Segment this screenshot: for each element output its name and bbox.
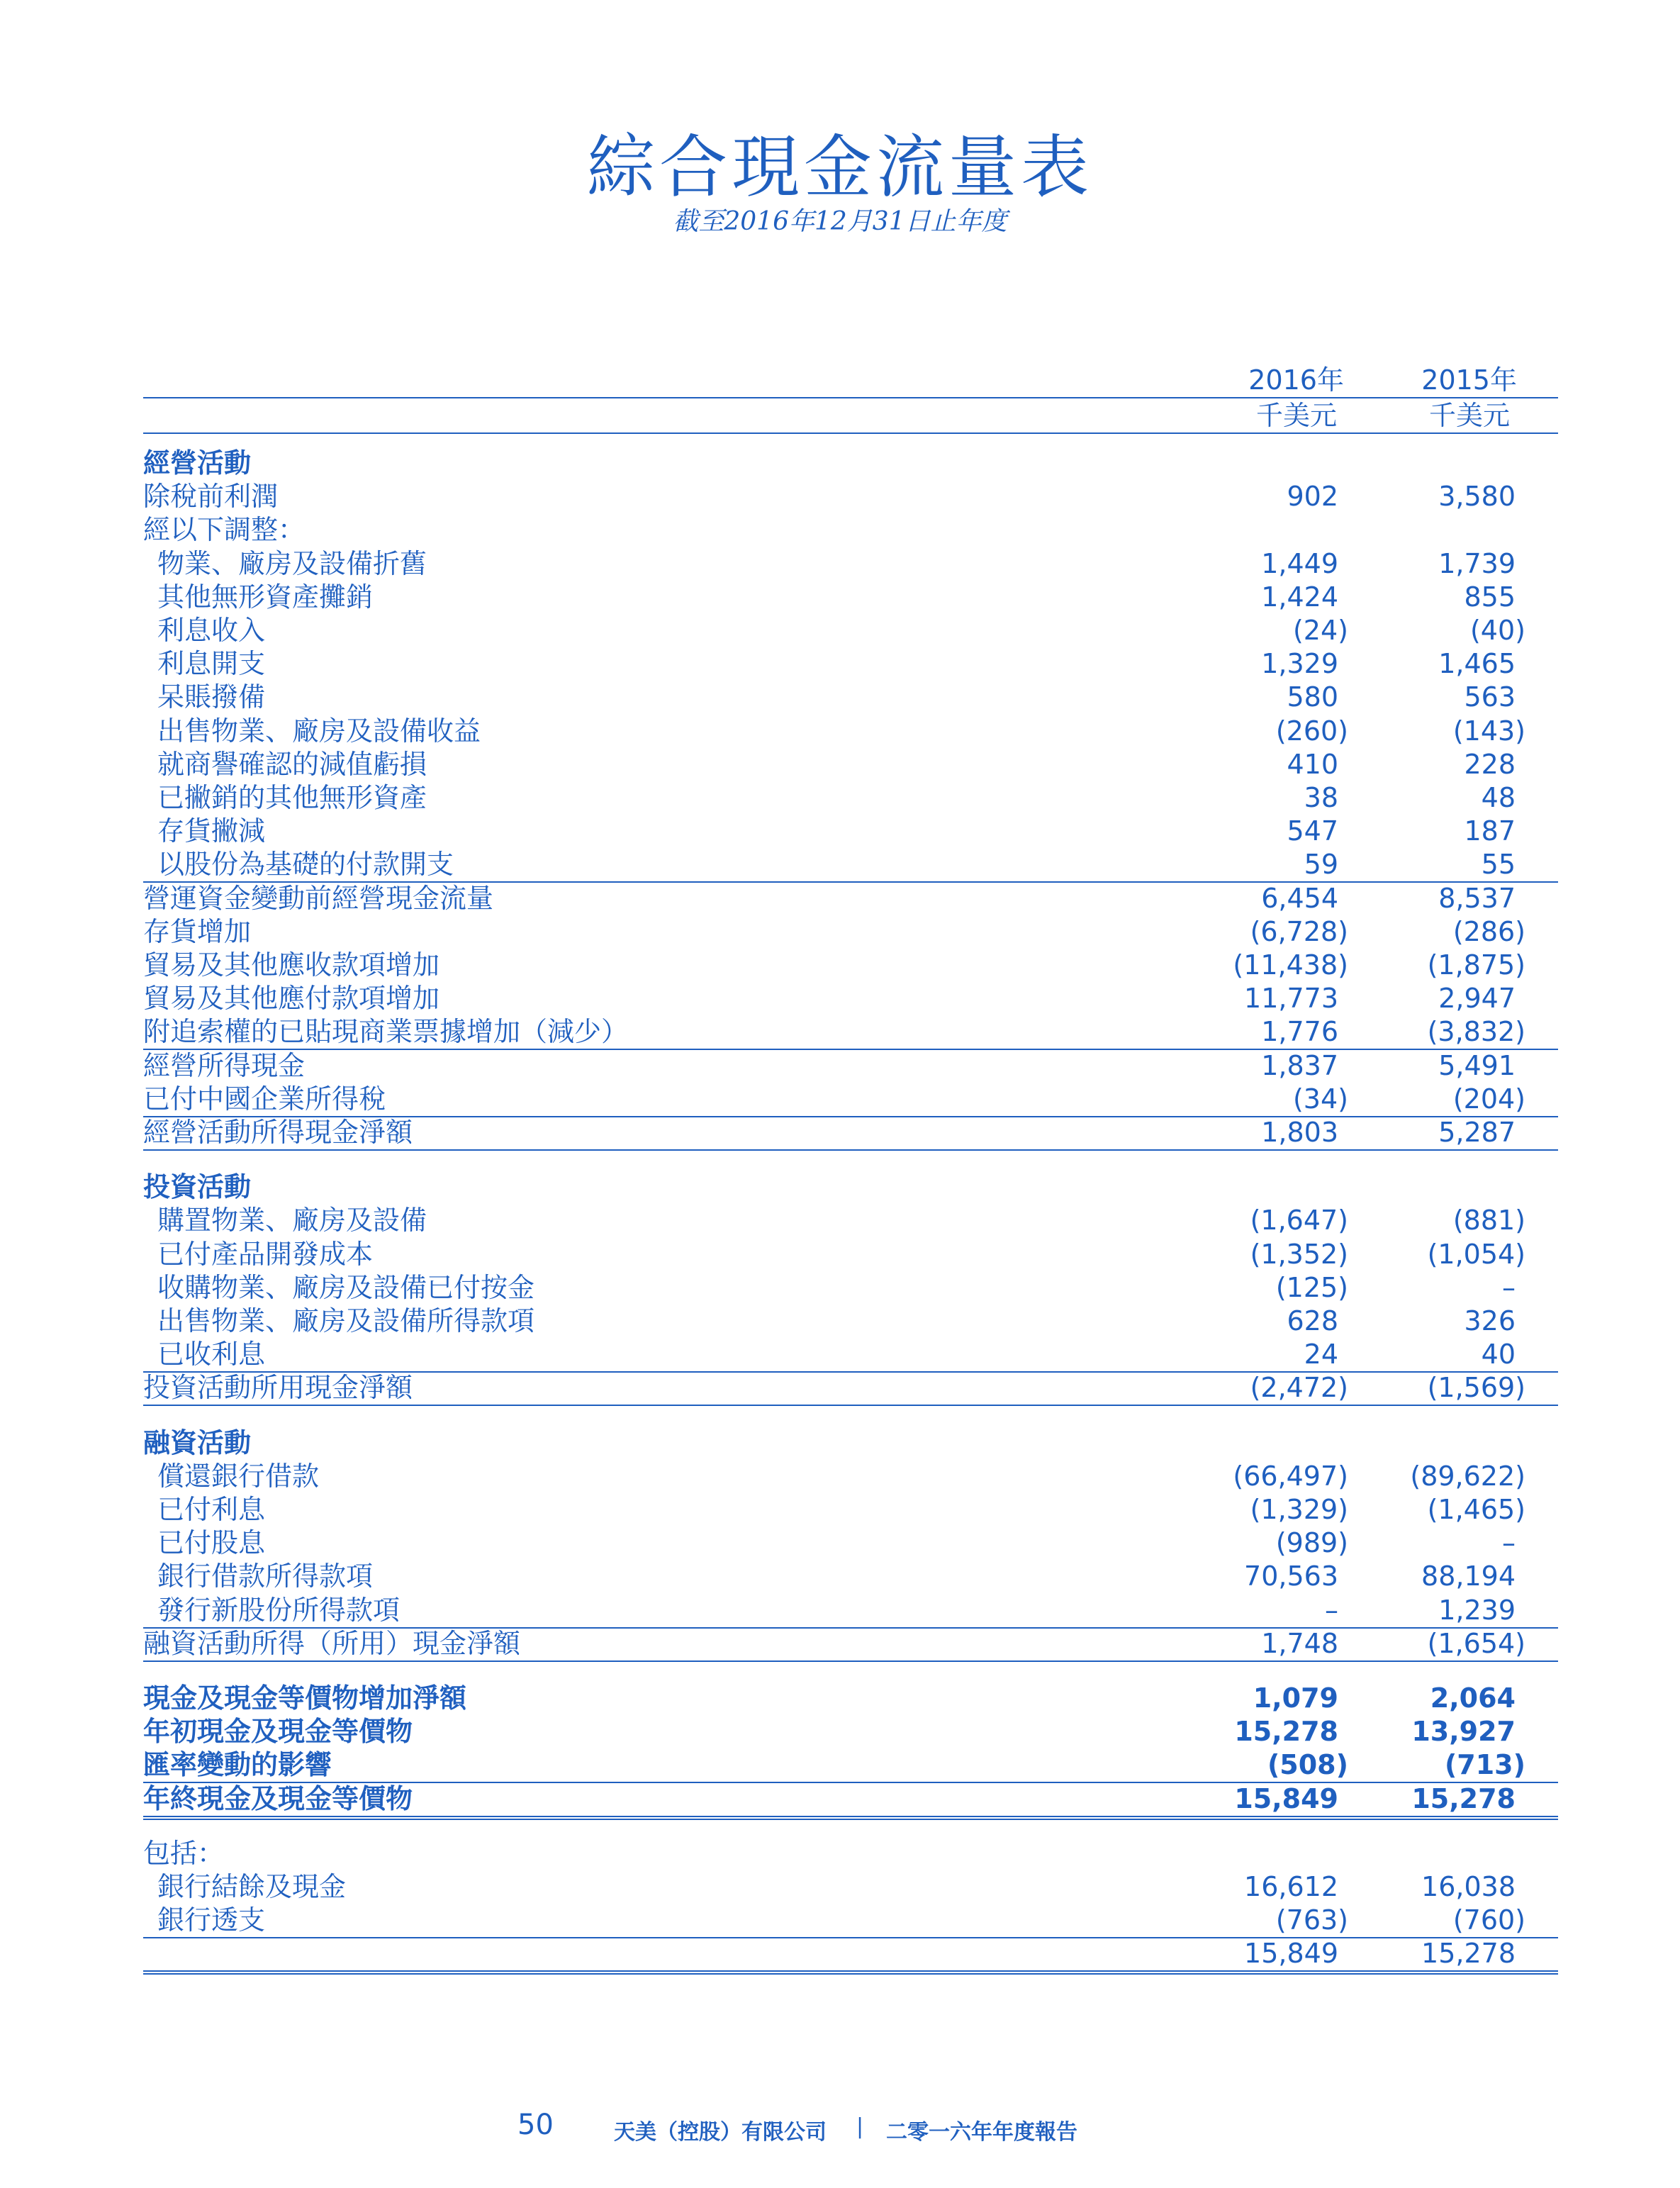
- row-label: 除稅前利潤: [143, 481, 279, 513]
- row-label: 出售物業、廠房及設備所得款項: [157, 1305, 535, 1336]
- value-2015: 40: [1481, 1339, 1516, 1371]
- value-2015: 48: [1481, 782, 1516, 813]
- table-row: [143, 1870, 1558, 1904]
- value-2016: 1,837: [1261, 1049, 1338, 1081]
- row-label: 現金及現金等價物增加淨額: [143, 1682, 467, 1714]
- row-label: 收購物業、廠房及設備已付按金: [157, 1271, 535, 1303]
- value-2015: (760): [1452, 1904, 1525, 1936]
- table-row: [143, 715, 1558, 748]
- value-2015: 2,064: [1430, 1682, 1516, 1714]
- page-number: 50: [517, 2109, 554, 2141]
- table-row: [143, 1460, 1558, 1493]
- row-label: 包括：: [143, 1837, 225, 1869]
- value-2016: 628: [1287, 1305, 1338, 1336]
- table-row: [143, 1594, 1558, 1629]
- table-row: [143, 1837, 1558, 1870]
- row-label: 已撇銷的其他無形資產: [157, 782, 427, 813]
- unit-rule: [143, 432, 1558, 434]
- table-row: [143, 1271, 1558, 1305]
- row-label: 就商譽確認的減值虧損: [157, 748, 427, 780]
- value-2016: (1,329): [1250, 1494, 1348, 1525]
- row-label: 經以下調整：: [143, 514, 306, 546]
- table-row: [143, 1305, 1558, 1338]
- value-2016: 70,563: [1244, 1561, 1338, 1592]
- value-2015: (1,654): [1427, 1627, 1525, 1659]
- value-2016: (1,647): [1250, 1205, 1348, 1237]
- table-row: [143, 748, 1558, 781]
- value-2015: 1,739: [1438, 547, 1516, 579]
- row-label: 已付股息: [157, 1527, 266, 1559]
- row-label: 存貨撇減: [157, 815, 266, 847]
- value-2015: (286): [1452, 915, 1525, 947]
- column-header-2016-unit: 千美元: [1255, 400, 1337, 431]
- row-label: 以股份為基礎的付款開支: [157, 849, 454, 881]
- row-label: 發行新股份所得款項: [157, 1594, 401, 1626]
- row-label: 出售物業、廠房及設備收益: [157, 715, 481, 747]
- table-row: [143, 581, 1558, 614]
- row-label: 營運資金變動前經營現金流量: [143, 882, 494, 914]
- value-2015: 228: [1464, 748, 1516, 780]
- table-row: [143, 815, 1558, 848]
- row-label: 匯率變動的影響: [143, 1749, 332, 1781]
- value-2015: 55: [1481, 849, 1516, 881]
- row-label: 其他無形資產攤銷: [157, 581, 374, 613]
- column-header-2016-year: 2016年: [1248, 364, 1344, 396]
- company-name: 天美（控股）有限公司: [614, 2120, 827, 2145]
- row-label: 銀行結餘及現金: [157, 1871, 347, 1902]
- value-2016: 15,849: [1234, 1782, 1338, 1814]
- value-2016: 1,424: [1261, 581, 1338, 613]
- value-2015: 5,287: [1438, 1117, 1516, 1148]
- page-subtitle: 截至2016年12月31日止年度: [673, 207, 1007, 236]
- value-2015: 3,580: [1438, 481, 1516, 513]
- value-2016: (11,438): [1233, 949, 1348, 981]
- value-2016: 902: [1287, 481, 1338, 513]
- table-row: [143, 1748, 1558, 1783]
- value-2015: (204): [1452, 1083, 1525, 1115]
- value-2016: 547: [1287, 815, 1338, 847]
- column-header-2015-year: 2015年: [1421, 364, 1517, 396]
- value-2015: –: [1502, 1527, 1516, 1559]
- value-2015: (1,569): [1427, 1372, 1525, 1404]
- table-row: [143, 1627, 1558, 1662]
- value-2016: 1,079: [1253, 1682, 1338, 1714]
- value-2015: 1,239: [1438, 1594, 1516, 1626]
- table-row: [143, 882, 1558, 915]
- value-2015: 13,927: [1411, 1716, 1516, 1748]
- value-2016: 16,612: [1244, 1871, 1338, 1902]
- row-label: 年終現金及現金等價物: [143, 1782, 413, 1814]
- value-2016: 1,449: [1261, 547, 1338, 579]
- table-row: [143, 447, 1558, 480]
- value-2016: (6,728): [1250, 915, 1348, 947]
- row-label: 利息收入: [157, 615, 266, 646]
- value-2016: (508): [1267, 1749, 1348, 1781]
- table-row: [143, 1682, 1558, 1715]
- value-2016: 24: [1304, 1339, 1338, 1371]
- table-row: [143, 1526, 1558, 1560]
- table-row: [143, 647, 1558, 681]
- row-label: 呆賬撥備: [157, 681, 266, 713]
- table-row: [143, 1015, 1558, 1050]
- value-2015: –: [1502, 1271, 1516, 1303]
- table-row: [143, 1049, 1558, 1083]
- row-label: 利息開支: [157, 648, 266, 680]
- value-2016: 1,329: [1261, 648, 1338, 680]
- table-row: [143, 982, 1558, 1015]
- header-rule: [143, 397, 1558, 398]
- value-2016: (34): [1292, 1083, 1348, 1115]
- value-2016: (260): [1275, 715, 1348, 747]
- row-label: 物業、廠房及設備折舊: [157, 547, 427, 579]
- value-2016: 15,278: [1234, 1716, 1338, 1748]
- row-label: 融資活動: [143, 1427, 252, 1458]
- value-2016: 410: [1287, 748, 1338, 780]
- table-row: [143, 949, 1558, 982]
- footer-separator: |: [856, 2114, 864, 2139]
- table-row: [143, 1715, 1558, 1748]
- value-2015: (1,465): [1427, 1494, 1525, 1525]
- value-2015: 16,038: [1421, 1871, 1516, 1902]
- row-label: 已付中國企業所得稅: [143, 1083, 386, 1115]
- row-label: 投資活動: [143, 1171, 252, 1203]
- row-label: 投資活動所用現金淨額: [143, 1372, 413, 1404]
- row-label: 年初現金及現金等價物: [143, 1716, 413, 1748]
- value-2015: (1,054): [1427, 1238, 1525, 1270]
- row-label: 償還銀行借款: [157, 1460, 320, 1492]
- value-2015: 8,537: [1438, 882, 1516, 914]
- table-row: [143, 547, 1558, 581]
- value-2016: 580: [1287, 681, 1338, 713]
- table-row: [143, 1116, 1558, 1151]
- value-2015: (89,622): [1410, 1460, 1525, 1492]
- row-label: 購置物業、廠房及設備: [157, 1205, 427, 1237]
- value-2015: 5,491: [1438, 1049, 1516, 1081]
- value-2015: 15,278: [1421, 1938, 1516, 1970]
- table-row: [143, 915, 1558, 949]
- value-2015: (881): [1452, 1205, 1525, 1237]
- table-row: [143, 1338, 1558, 1373]
- report-name: 二零一六年年度報告: [886, 2120, 1077, 2145]
- row-label: 銀行借款所得款項: [157, 1561, 374, 1592]
- row-label: 附追索權的已貼現商業票據增加（減少）: [143, 1016, 629, 1048]
- page-title: 綜合現金流量表: [587, 128, 1093, 207]
- value-2015: (713): [1444, 1749, 1525, 1781]
- table-row: [143, 848, 1558, 883]
- value-2016: 59: [1304, 849, 1338, 881]
- row-label: 貿易及其他應付款項增加: [143, 983, 440, 1015]
- table-row: [143, 1083, 1558, 1117]
- row-label: 已收利息: [157, 1339, 266, 1371]
- value-2015: 15,278: [1411, 1782, 1516, 1814]
- value-2016: (24): [1292, 615, 1348, 646]
- row-label: 銀行透支: [157, 1904, 266, 1936]
- table-row: [143, 1171, 1558, 1204]
- row-label: 經營所得現金: [143, 1049, 306, 1081]
- table-row: [143, 1904, 1558, 1938]
- value-2016: 1,803: [1261, 1117, 1338, 1148]
- value-2016: (763): [1275, 1904, 1348, 1936]
- row-label: 已付利息: [157, 1494, 266, 1525]
- column-header-2015-unit: 千美元: [1428, 400, 1510, 431]
- value-2015: 2,947: [1438, 983, 1516, 1015]
- value-2016: 1,748: [1261, 1627, 1338, 1659]
- value-2016: (989): [1275, 1527, 1348, 1559]
- value-2015: (143): [1452, 715, 1525, 747]
- table-row: [143, 480, 1558, 513]
- table-row: [143, 681, 1558, 714]
- table-row: [143, 614, 1558, 647]
- value-2016: (1,352): [1250, 1238, 1348, 1270]
- table-row: [143, 1937, 1558, 1975]
- row-label: 經營活動所得現金淨額: [143, 1117, 413, 1148]
- row-label: 融資活動所得（所用）現金淨額: [143, 1627, 521, 1659]
- value-2016: 1,776: [1261, 1016, 1338, 1048]
- row-label: 存貨增加: [143, 915, 252, 947]
- value-2016: 11,773: [1244, 983, 1338, 1015]
- value-2016: (66,497): [1233, 1460, 1348, 1492]
- value-2016: 15,849: [1244, 1938, 1338, 1970]
- table-row: [143, 1427, 1558, 1460]
- row-label: 經營活動: [143, 447, 252, 479]
- value-2015: (40): [1469, 615, 1525, 646]
- value-2015: (1,875): [1427, 949, 1525, 981]
- value-2015: 855: [1464, 581, 1516, 613]
- table-row: [143, 1204, 1558, 1237]
- value-2016: 38: [1304, 782, 1338, 813]
- value-2016: 6,454: [1261, 882, 1338, 914]
- table-row: [143, 1371, 1558, 1406]
- row-label: 貿易及其他應收款項增加: [143, 949, 440, 981]
- table-row: [143, 1238, 1558, 1271]
- value-2016: (2,472): [1250, 1372, 1348, 1404]
- value-2015: 187: [1464, 815, 1516, 847]
- value-2016: (125): [1275, 1271, 1348, 1303]
- table-row: [143, 1493, 1558, 1526]
- table-row: [143, 1560, 1558, 1593]
- table-row: [143, 781, 1558, 815]
- table-row: [143, 1782, 1558, 1820]
- table-row: [143, 513, 1558, 547]
- value-2015: (3,832): [1427, 1016, 1525, 1048]
- value-2016: –: [1325, 1594, 1338, 1626]
- row-label: 已付產品開發成本: [157, 1238, 374, 1270]
- value-2015: 88,194: [1421, 1561, 1516, 1592]
- value-2015: 326: [1464, 1305, 1516, 1336]
- value-2015: 563: [1464, 681, 1516, 713]
- value-2015: 1,465: [1438, 648, 1516, 680]
